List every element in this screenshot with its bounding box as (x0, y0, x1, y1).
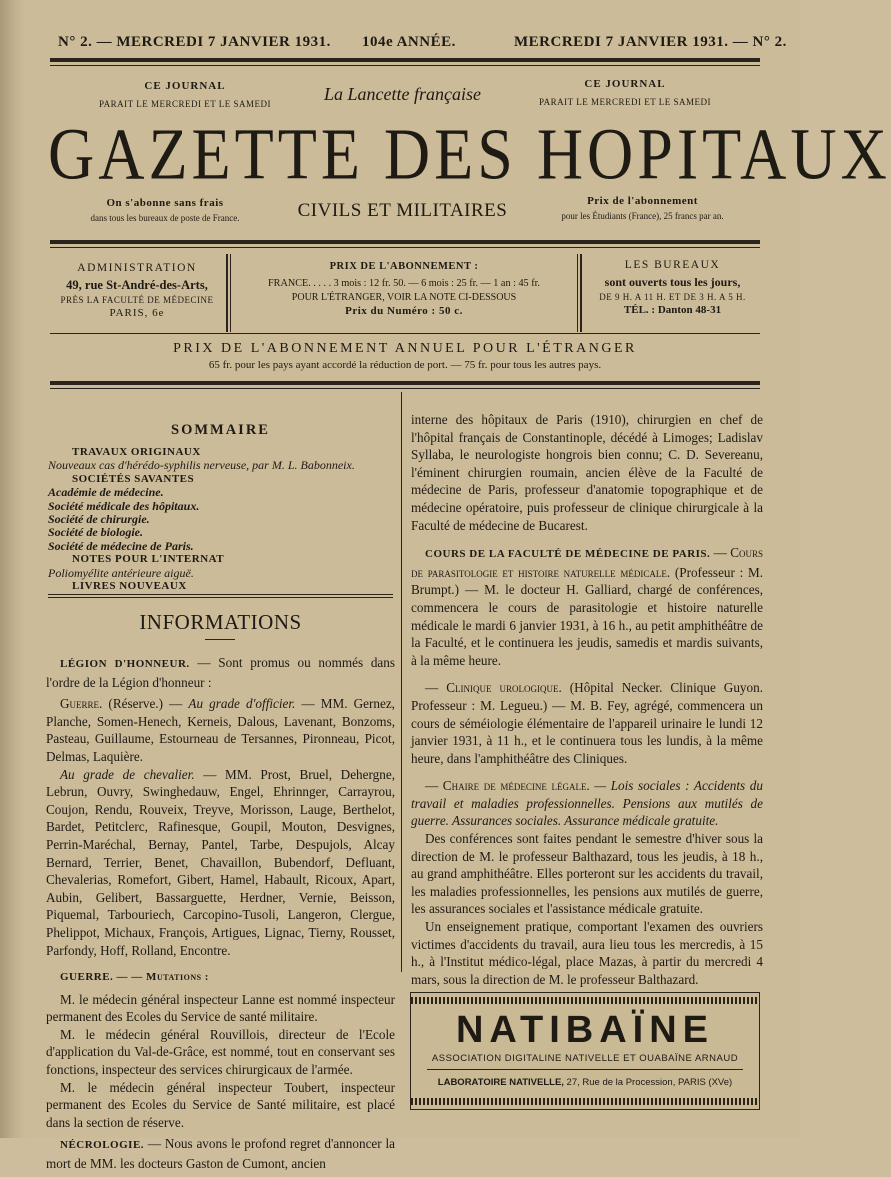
admin-city: PARIS, 6e (109, 307, 165, 319)
sommaire-item: Société de médecine de Paris. (48, 538, 194, 553)
masthead-rule-thin (50, 247, 760, 248)
bureaux-line: sont ouverts tous les jours, (604, 275, 741, 289)
ce-journal-left: CE JOURNAL (144, 80, 226, 92)
clinique-text: (Hôpital Necker. Clinique Guyon. Professeur : M. Legueu.) — M. B. Fey, agrégé, commencera un cours de séméiologie élémentaire de l'appareil urinaire le lundi 12 janvier 1931, à 11 h., et le continuera tous les lundis, à la même heure, dans l'amphithéâtre des Cliniques. (411, 680, 764, 766)
admin-divider-right (580, 254, 582, 332)
guerre-paragraph (46, 695, 395, 765)
ad-top-border (411, 997, 759, 1004)
bureaux-heading: LES BUREAUX (624, 259, 721, 271)
admin-bottom-rule (50, 333, 760, 334)
top-rule (50, 58, 760, 62)
right-column (411, 411, 763, 992)
admin-faculte: PRÈS LA FACULTÉ DE MÉDECINE (60, 295, 214, 305)
sommaire-item: LIVRES NOUVEAUX (72, 580, 187, 593)
mutation-1: M. le médecin général inspecteur Lanne est nommé inspecteur permanent des Ecoles du Service de santé militaire. (46, 991, 395, 1025)
ad-lab-line (411, 1077, 759, 1088)
clinique-head: — Clinique urologique. (425, 680, 562, 696)
prix-etranger: POUR L'ÉTRANGER, VOIR LA NOTE CI-DESSOUS (291, 292, 517, 303)
legion-text: — Sont promus ou nommés dans l'ordre de la Légion d'honneur : (46, 655, 395, 690)
foreign-line: 65 fr. pour les pays ayant accordé la réduction de port. — 75 fr. pour tous les autres pays. (208, 359, 602, 371)
admin-heading: ADMINISTRATION (77, 262, 197, 274)
informations-heading: INFORMATIONS (139, 610, 302, 634)
necro-paragraph (46, 1135, 395, 1172)
legion-head: LÉGION D'HONNEUR. (60, 658, 190, 670)
parait-left: PARAIT LE MERCREDI ET LE SAMEDI (98, 99, 272, 109)
sommaire-heading: SOMMAIRE (171, 422, 270, 438)
sommaire-list (48, 446, 393, 593)
ad-address: 27, Rue de la Procession, PARIS (XVe) (563, 1077, 733, 1088)
ad-bottom-border (411, 1098, 759, 1105)
column-divider (401, 392, 402, 972)
chevalier-text: — MM. Prost, Bruel, Dehergne, Lebrun, Ouvry, Swinghedauw, Engel, Ehrinnger, Carrayrou, Coujon, Rendu, Rouveix, Treyve, Morisson, Lauge, Berthelot, Bardet, Petitclerc, Rafinesque, Goupil, Mouton, Desvignes, Perrin-Maréchal, Bernay, Pantel, Tarbe, Despujols, Alcay Bernard, Terrier, Benet, Chavaillon, Bubendorf, Defluant, Chevalerias, Romefort, Gibert, Hamel, Habault, Ricoux, Apart, Aubin, Gelibert, Bassarguette, Herdner, Vernie, Beisson, Piquemal, Tarbouriech, Carcopino-Tusoli, Langeron, Clergue, Phelippot, Michaux, François, Artigues, Lignac, Tierny, Rousset, Parfondy, Hoff, Rolland, Encontre. (46, 766, 395, 958)
issue-left: N° 2. — MERCREDI 7 JANVIER 1931. (58, 34, 331, 50)
prix-france: FRANCE. . . . . 3 mois : 12 fr. 50. — 6 mois : 25 fr. — 1 an : 45 fr. (268, 278, 540, 289)
chaire-text: — Lois sociales : Accidents du travail et maladies professionnelles. Pensions aux mutilés de guerre. Assurances sociales. Assurance médicale gratuite. (411, 778, 763, 829)
issue-right: MERCREDI 7 JANVIER 1931. — N° 2. (514, 34, 787, 50)
sommaire-item: Société médicale des hôpitaux. (48, 498, 200, 513)
ad-line1: ASSOCIATION DIGITALINE NATIVELLE ET OUABAÏNE ARNAUD (431, 1053, 739, 1064)
masthead-rule (50, 240, 760, 244)
foreign-heading: PRIX DE L'ABONNEMENT ANNUEL POUR L'ÉTRANGER (173, 341, 637, 356)
sommaire-item: Académie de médecine. (48, 485, 164, 500)
ad-divider (427, 1069, 743, 1070)
enseignement-paragraph: Un enseignement pratique, comportant l'examen des ouvriers victimes d'accidents du travail, aura lieu tous les mercredis, à 15 h., à l'Institut médico-légal, place Mazas, à partir du mercredi 4 mars, sous la direction de M. le professeur Balthazard. (411, 919, 763, 987)
chaire-paragraph (411, 777, 763, 830)
bureaux-hours: DE 9 H. A 11 H. ET DE 3 H. A 5 H. (599, 292, 746, 302)
necro-text: — Nous avons le profond regret d'annoncer la mort de MM. les docteurs Gaston de Cumont, ancien (46, 1136, 395, 1172)
sommaire-item: Société de chirurgie. (48, 512, 150, 527)
prix-heading: PRIX DE L'ABONNEMENT : (329, 261, 479, 272)
foreign-rule (50, 381, 760, 385)
necro-continuation: interne des hôpitaux de Paris (1910), chirurgien en chef de l'hôpital français de Constantinople, décédé à Limoges; Ladislav Syllaba, le neurologiste hongrois bien connu; C. D. Severeanu, l'éminent chirurgien roumain, ancien élève de la Faculté de médecine de Paris, professeur d'anatomie topographique et de médecine opératoire, puis professeur de clinique chirurgicale à la Faculté de médecine de Bucarest. (411, 412, 763, 533)
subtitle: CIVILS ET MILITAIRES (297, 200, 508, 221)
conferences-paragraph: Des conférences sont faites pendant le semestre d'hiver sous la direction de M. le professeur Balthazard, tous les jeudis, à 18 h., au grand amphithéâtre. Elles porteront sur les accidents du travail, les maladies professionnelles, les pensions aux mutilés de guerre, les assurances sociales et l'assistance médicale gratuite. (411, 831, 763, 917)
mutations-head: GUERRE. — — Mutations : (60, 971, 209, 984)
guerre-head: Guerre. (60, 696, 103, 712)
year-label: 104e ANNÉE. (362, 34, 456, 50)
parait-right: PARAIT LE MERCREDI ET LE SAMEDI (538, 97, 712, 107)
admin-divider-left (226, 254, 228, 332)
prix-numero: Prix du Numéro : 50 c. (345, 305, 463, 317)
abonne-line1: On s'abonne sans frais (106, 197, 224, 209)
officier-text: — MM. Gernez, Planche, Somen-Henech, Kerneis, Dalous, Lavenant, Bonzoms, Pasteau, Guillaume, Estourneau de Tersannes, Pironneau, Picot, Delmas, Laquière. (46, 696, 395, 764)
lancette-label: La Lancette française (324, 84, 481, 104)
sommaire-rule (48, 594, 393, 595)
informations-column (46, 654, 395, 1177)
guerre-text: (Réserve.) — (102, 696, 189, 712)
legion-paragraph (46, 654, 395, 691)
chevalier-paragraph (46, 766, 395, 960)
mutation-2: M. le médecin général Rouvillois, directeur de l'Ecole d'application du Val-de-Grâce, est nommé, tout en conservant ses fonctions, inspecteur des services chirurgicaux de l'armée. (46, 1026, 395, 1078)
ad-brand: NATIBAÏNE (455, 1009, 715, 1051)
chevalier-label: Au grade de chevalier. (60, 766, 195, 782)
ce-journal-right: CE JOURNAL (584, 78, 666, 90)
abonne-line2: dans tous les bureaux de poste de France. (90, 213, 240, 223)
sommaire-item: NOTES POUR L'INTERNAT (72, 553, 225, 566)
clinique-paragraph (411, 679, 763, 767)
mutation-3: M. le médecin général inspecteur Toubert, inspecteur permanent des Ecoles du Service de Santé militaire, est placé dans la section de réserve. (46, 1079, 395, 1130)
bureaux-tel: TÉL. : Danton 48-31 (623, 304, 722, 316)
prix-line1: Prix de l'abonnement (587, 195, 698, 207)
chaire-head: — Chaire de médecine légale. (425, 778, 590, 794)
sommaire-item: Nouveaux cas d'hérédo-syphilis nerveuse, par M. L. Babonneix. (48, 458, 355, 473)
necro-head: NÉCROLOGIE. (60, 1139, 145, 1152)
top-rule-thin (50, 65, 760, 66)
admin-divider-left-thin (230, 254, 231, 332)
admin-address: 49, rue St-André-des-Arts, (66, 278, 208, 292)
cours-text: (Professeur : M. Brumpt.) — M. le docteur H. Galliard, chargé de conférences, commencera le cours de parasitologie et histoire naturelle médicale le mardi 6 janvier 1931, à 16 h., au petit amphithéâtre de la Faculté, et le continuera les jeudis, samedis et mardis suivants, à la même heure. (411, 564, 763, 668)
mutations-heading (46, 967, 395, 987)
sommaire-item: Société de biologie. (48, 525, 143, 540)
sommaire-item: TRAVAUX ORIGINAUX (72, 446, 201, 458)
prix-line2: pour les Étudiants (France), 25 francs par an. (561, 211, 724, 221)
sommaire-rule-2 (48, 597, 393, 598)
foreign-rule-thin (50, 388, 760, 389)
informations-dash (205, 639, 235, 640)
sommaire-item: SOCIÉTÉS SAVANTES (72, 472, 195, 485)
page-spine (0, 0, 26, 1138)
cours-sub: — Cours de parasitologie et histoire naturelle médicale. (411, 545, 763, 580)
ad-lab: LABORATOIRE NATIVELLE, (437, 1077, 564, 1088)
cours-paragraph (411, 544, 763, 669)
sommaire-item: Poliomyélite antérieure aiguë. (48, 565, 194, 580)
cours-head: COURS DE LA FACULTÉ DE MÉDECINE DE PARIS. (425, 548, 711, 561)
admin-divider-right-thin (577, 254, 578, 332)
newspaper-title: GAZETTE DES HOPITAUX (48, 113, 891, 195)
natibaine-ad (410, 992, 760, 1110)
officier-label: Au grade d'officier. (188, 696, 296, 712)
